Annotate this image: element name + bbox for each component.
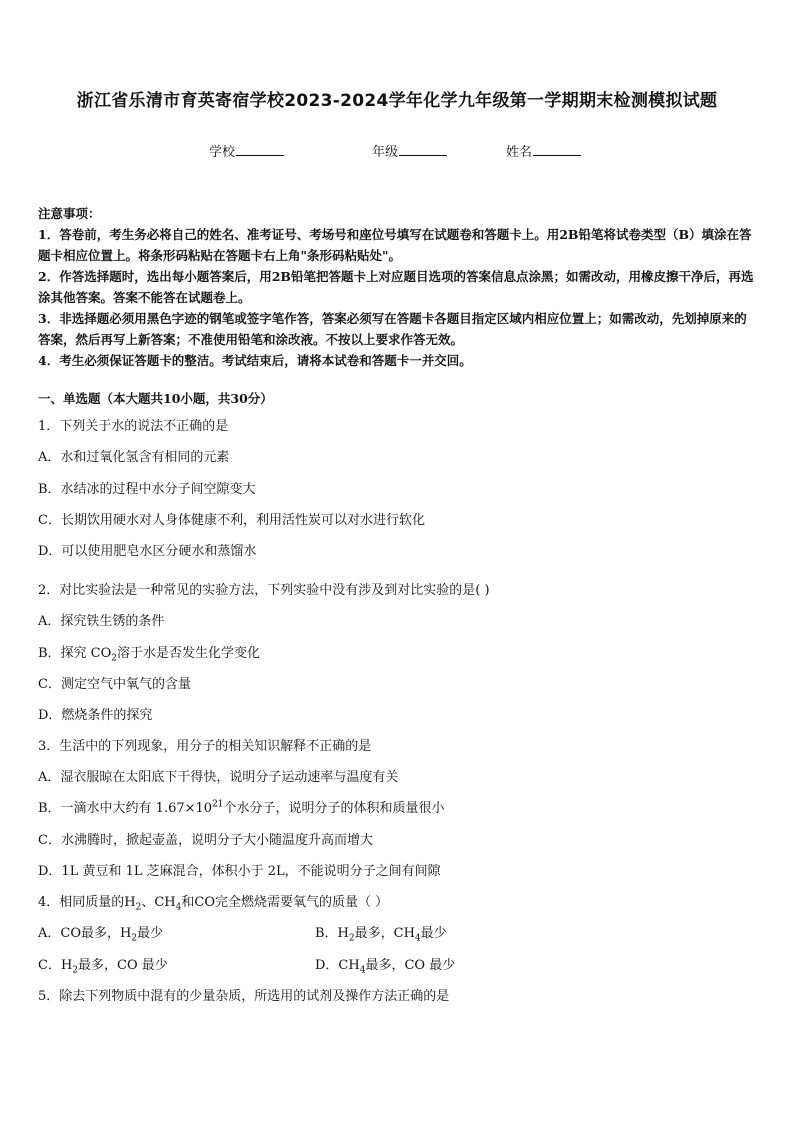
student-info-row [0, 141, 794, 161]
school-field [209, 141, 284, 160]
question-2-stem: 2．对比实验法是一种常见的实验方法，下列实验中没有涉及到对比实验的是( ) [38, 583, 490, 598]
question-1-option-c: C．长期饮用硬水对人身体健康不利，利用活性炭可以对水进行软化 [38, 513, 425, 528]
grade-field [372, 141, 447, 160]
name-label: 姓名 [506, 145, 533, 160]
question-2-option-a: A．探究铁生锈的条件 [38, 614, 165, 629]
grade-blank[interactable] [399, 143, 447, 156]
question-4-option-b: B．$H_2$最多，$CH_4$最少 [315, 926, 447, 944]
question-5-stem: 5．除去下列物质中混有的少量杂质，所选用的试剂及操作方法正确的是 [38, 989, 450, 1004]
question-4-option-d: D．$CH_4$最多，CO 最少 [315, 958, 456, 976]
question-2-option-d: D．燃烧条件的探究 [38, 708, 153, 723]
name-field [506, 141, 581, 160]
note-item: 4．考生必须保证答题卡的整洁。考试结束后，请将本试卷和答题卡一并交回。 [38, 353, 472, 368]
notes-block [38, 203, 758, 371]
question-4-stem: 4．相同质量的$H_2$、$CH_4$和CO完全燃烧需要氧气的质量（ ） [38, 895, 389, 913]
question-3-option-c: C．水沸腾时，掀起壶盖，说明分子大小随温度升高而增大 [38, 833, 373, 848]
question-1-option-a: A．水和过氧化氢含有相同的元素 [38, 450, 230, 465]
note-item: 3．非选择题必须用黑色字迹的钢笔或签字笔作答，答案必须写在答题卡各题目指定区域内相应位置上；如需改动，先划掉原来的答案，然后再写上新答案；不准使用铅笔和涂改液。不按以上要求作答无效。 [38, 311, 747, 347]
question-1-option-b: B．水结冰的过程中水分子间空隙变大 [38, 482, 256, 497]
grade-label: 年级 [372, 145, 399, 160]
note-item: 1．答卷前，考生务必将自己的姓名、准考证号、考场号和座位号填写在试题卷和答题卡上。用2B铅笔将试卷类型（B）填涂在答题卡相应位置上。将条形码粘贴在答题卡右上角"条形码粘贴处"。 [38, 227, 752, 263]
question-3-option-a: A．湿衣服晾在太阳底下干得快，说明分子运动速率与温度有关 [38, 770, 399, 785]
note-item: 2．作答选择题时，选出每小题答案后，用2B铅笔把答题卡上对应题目选项的答案信息点涂黑；如需改动，用橡皮擦干净后，再选涂其他答案。答案不能答在试题卷上。 [38, 269, 754, 305]
question-2-option-b: B．探究 $CO_2$溶于水是否发生化学变化 [38, 646, 261, 664]
question-1-stem: 1．下列关于水的说法不正确的是 [38, 419, 229, 434]
school-blank[interactable] [236, 143, 284, 156]
question-2-option-c: C．测定空气中氧气的含量 [38, 677, 191, 692]
page-title: 浙江省乐清市育英寄宿学校2023-2024学年化学九年级第一学期期末检测模拟试题 [76, 91, 718, 111]
question-4-option-c: C．$H_2$最多，CO 最少 [38, 958, 168, 976]
question-1-option-d: D．可以使用肥皂水区分硬水和蒸馏水 [38, 544, 257, 559]
question-4-option-a: A．CO最多，$H_2$最少 [38, 926, 164, 944]
question-3-option-b: B．一滴水中大约有 $1.67\times 10^{21}$个水分子，说明分子的体积和质量很小 [38, 799, 445, 816]
name-blank[interactable] [533, 143, 581, 156]
question-3-option-d: D．1L 黄豆和 1L 芝麻混合，体积小于 2L，不能说明分子之间有间隙 [38, 864, 441, 879]
section-heading: 一、单选题（本大题共10小题，共30分） [38, 391, 273, 406]
notes-heading: 注意事项： [38, 206, 101, 221]
school-label: 学校 [209, 145, 236, 160]
question-3-stem: 3．生活中的下列现象，用分子的相关知识解释不正确的是 [38, 739, 372, 754]
